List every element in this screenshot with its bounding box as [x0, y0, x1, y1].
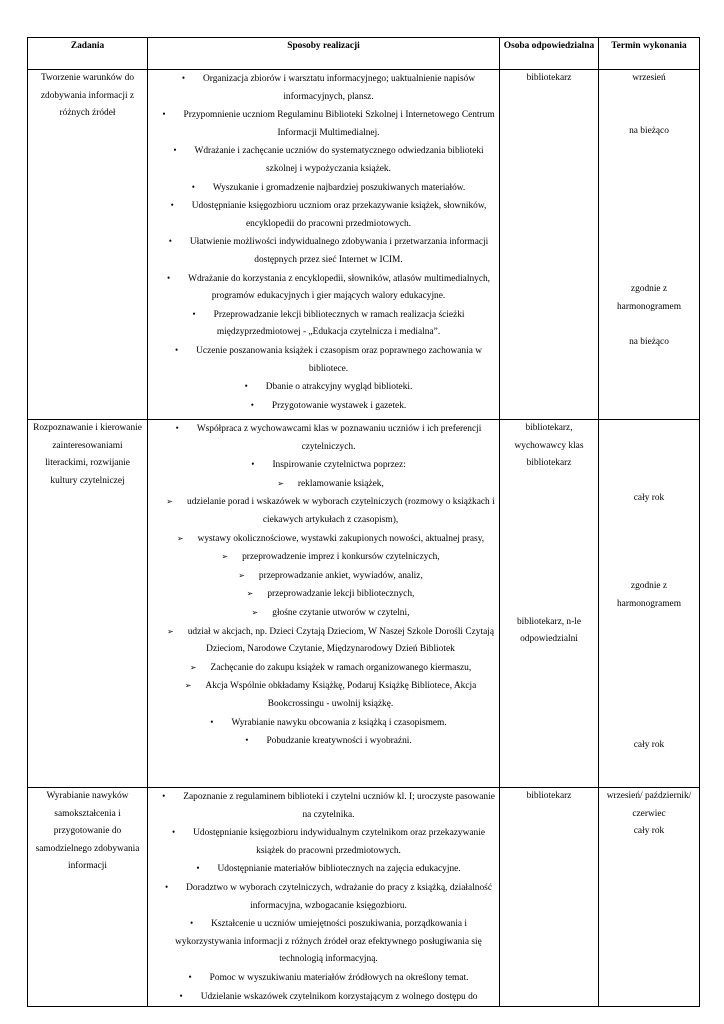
person-text: bibliotekarz	[526, 458, 572, 469]
task-cell: Wyrabianie nawyków samokształcenia i przygotowanie do samodzielnego zdobywania informacji	[28, 788, 148, 1007]
list-item: • Przeprowadzanie lekcji bibliotecznych w ramach realizacja ścieżki międzyprzedmiotowej - „Edukacja czytelnicza i medialna”.	[151, 306, 496, 342]
list-item: • Udostępnianie księgozbioru indywidualnym czytelnikom oraz przekazywanie książek do pracowni przedmiotowych.	[151, 824, 496, 860]
term-text: cały rok	[633, 826, 665, 837]
term-text: zgodnie z harmonogramem	[616, 284, 682, 312]
term-text: cały rok	[633, 493, 665, 504]
person-cell	[500, 788, 599, 1007]
term-text: wrzesień/ październik/ czerwiec	[606, 791, 692, 819]
header-osoba-odpowiedzialna: Osoba odpowiedzialna	[500, 38, 599, 70]
sub-list-item: ➢ Akcja Wspólnie obkładamy Książkę, Podaruj Książkę Bibliotece, Akcja Bookcrossingu - uwolnij książkę.	[151, 677, 496, 713]
person-text: bibliotekarz	[526, 791, 572, 801]
header-sposoby-realizacji: Sposoby realizacji	[148, 38, 500, 70]
sub-list-item: ➢ reklamowanie książek,	[151, 475, 496, 494]
list-item: • Udostępnianie materiałów bibliotecznych na zajęcia edukacyjne.	[151, 860, 496, 879]
list-item: • Doradztwo w wyborach czytelniczych, wdrażanie do pracy z książką, działalność informacyjna, wzbogacanie księgozbioru.	[151, 879, 496, 915]
list-item: • Uczenie poszanowania książek i czasopism oraz poprawnego zachowania w bibliotece.	[151, 342, 496, 378]
term-text: wrzesień	[632, 73, 666, 83]
list-item: • Pomoc w wyszukiwaniu materiałów źródłowych na określony temat.	[151, 969, 496, 988]
header-termin-wykonania: Termin wykonania	[599, 38, 700, 70]
list-item: • Udostępnianie księgozbioru uczniom oraz przekazywanie książek, słowników, encyklopedii do pracowni przedmiotowych.	[151, 197, 496, 233]
list-item: • Wyrabianie nawyku obcowania z książką i czasopismem.	[151, 714, 496, 733]
list-item: • Wdrażanie i zachęcanie uczniów do systematycznego odwiedzania biblioteki szkolnej i wypożyczania książek.	[151, 142, 496, 178]
list-item: • Organizacja zbiorów i warsztatu informacyjnego; uaktualnienie napisów informacyjnych, plansz.	[151, 70, 496, 106]
table-row	[28, 420, 700, 788]
sub-list-item: ➢ przeprowadzanie ankiet, wywiadów, analiz,	[151, 567, 496, 586]
person-cell	[500, 420, 599, 788]
task-cell: Tworzenie warunków do zdobywania informacji z różnych źródeł	[28, 70, 148, 420]
task-cell: Rozpoznawanie i kierowanie zainteresowaniami literackimi, rozwijanie kultury czytelniczej	[28, 420, 148, 788]
methods-cell	[148, 420, 500, 788]
list-item: • Wdrażanie do korzystania z encyklopedii, słowników, atlasów multimedialnych, programów edukacyjnych i gier mających walory edukacyjne.	[151, 270, 496, 306]
list-item: • Inspirowanie czytelnictwa poprzez:	[151, 456, 496, 475]
list-item: • Przypomnienie uczniom Regulaminu Biblioteki Szkolnej i Internetowego Centrum Informacji Multimedialnej.	[151, 106, 496, 142]
list-item: • Przygotowanie wystawek i gazetek.	[151, 397, 496, 416]
sub-list-item: ➢ udział w akcjach, np. Dzieci Czytają Dzieciom, W Naszej Szkole Dorośli Czytają Dzieciom, Narodowe Czytanie, Międzynarodowy Dzień Bibliotek	[151, 623, 496, 659]
term-text: na bieżąco	[629, 336, 669, 347]
term-cell	[599, 788, 700, 1007]
methods-cell	[148, 70, 500, 420]
term-text: na bieżąco	[629, 125, 669, 136]
sub-list-item: ➢ Zachęcanie do zakupu książek w ramach organizowanego kiermaszu,	[151, 659, 496, 678]
plan-table	[27, 37, 700, 1007]
table-row	[28, 788, 700, 1007]
list-item: • Ułatwienie możliwości indywidualnego zdobywania i przetwarzania informacji dostępnych przez sieć Internet w ICIM.	[151, 233, 496, 269]
person-text: bibliotekarz, n-le odpowiedzialni	[516, 616, 582, 645]
list-item: • Dbanie o atrakcyjny wygląd biblioteki.	[151, 378, 496, 397]
methods-cell	[148, 788, 500, 1007]
person-text: bibliotekarz, wychowawcy klas	[514, 423, 584, 451]
sub-list-item: ➢ głośne czytanie utworów w czytelni,	[151, 604, 496, 623]
list-item: • Udzielanie wskazówek czytelnikom korzystającym z wolnego dostępu do	[151, 988, 496, 1007]
list-item: • Współpraca z wychowawcami klas w poznawaniu uczniów i ich preferencji czytelniczych.	[151, 420, 496, 456]
sub-list-item: ➢ przeprowadzenie imprez i konkursów czytelniczych,	[151, 548, 496, 567]
list-item: • Kształcenie u uczniów umiejętności poszukiwania, porządkowania i wykorzystywania informacji z różnych źródeł oraz efektywnego posługiwania się technologią informacyjną.	[151, 915, 496, 969]
term-cell	[599, 420, 700, 788]
sub-list-item: ➢ przeprowadzanie lekcji bibliotecznych,	[151, 585, 496, 604]
header-row	[28, 38, 700, 70]
sub-list-item: ➢ udzielanie porad i wskazówek w wyborach czytelniczych (rozmowy o książkach i ciekawych artykułach z czasopism),	[151, 493, 496, 529]
term-text: zgodnie z harmonogramem	[616, 581, 682, 609]
list-item: • Pobudzanie kreatywności i wyobraźni.	[151, 732, 496, 751]
table-row	[28, 70, 700, 420]
term-text: cały rok	[633, 739, 665, 750]
list-item: • Zapoznanie z regulaminem biblioteki i czytelni uczniów kl. I; uroczyste pasowanie na czytelnika.	[151, 788, 496, 824]
person-cell	[500, 70, 599, 420]
sub-list-item: ➢ wystawy okolicznościowe, wystawki zakupionych nowości, aktualnej prasy,	[151, 530, 496, 549]
list-item: • Wyszukanie i gromadzenie najbardziej poszukiwanych materiałów.	[151, 179, 496, 198]
term-cell	[599, 70, 700, 420]
header-zadania: Zadania	[28, 38, 148, 70]
person-text: bibliotekarz	[526, 73, 572, 83]
